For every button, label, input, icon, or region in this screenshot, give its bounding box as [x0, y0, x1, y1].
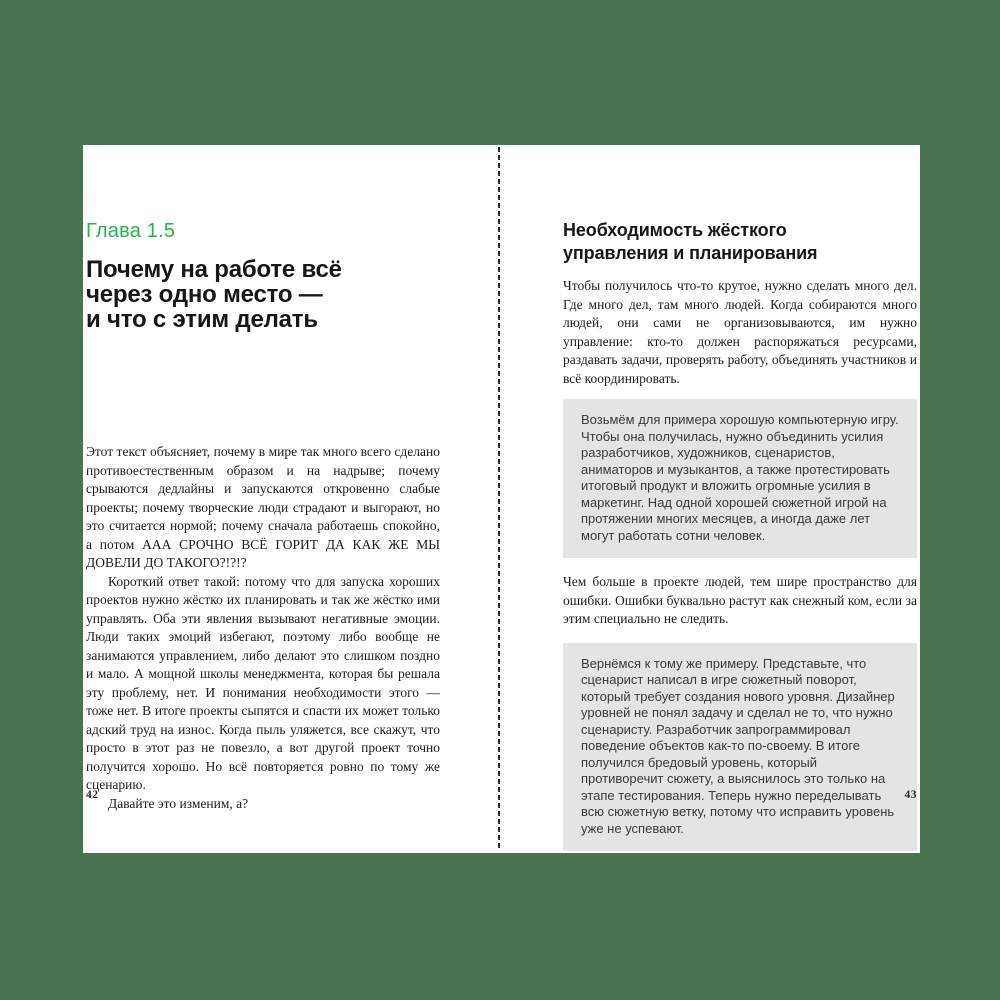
page-right — [563, 145, 917, 853]
left-body-text — [86, 443, 440, 813]
example-box-1 — [563, 399, 917, 558]
left-paragraph-3: Давайте это изменим, а? — [108, 795, 249, 811]
section-heading-line-1: Необходимость жёсткого — [563, 220, 787, 240]
chapter-title — [86, 257, 440, 332]
page-divider-dashed-line — [498, 147, 500, 851]
section-heading-line-2: управления и планирования — [563, 242, 818, 263]
chapter-title-line-2: через одно место — — [86, 281, 323, 308]
chapter-title-line-3: и что с этим делать — [86, 306, 318, 333]
example-box-2 — [563, 643, 917, 852]
page-number-left: 42 — [86, 789, 99, 801]
example-box-1-text: Возьмём для примера хорошую компьютерную игру. Чтобы она получилась, нужно объединить усилия разработчиков, художников, сценаристов, аниматоров и музыкантов, а также протестировать итоговый продукт и вложить огромные усилия в маркетинг. Над одной хорошей сюжетной игрой на протяжении многих месяцев, а иногда даже лет могут работать сотни человек. — [581, 412, 899, 543]
chapter-label: Глава 1.5 — [86, 220, 176, 242]
page-left — [86, 145, 440, 853]
left-paragraph-2: Короткий ответ такой: потому что для запуска хороших проектов нужно жёстко их планировать и так же жёстко ими управлять. Оба эти явления вызывают негативные эмоции. Люди таких эмоций избегают, поэтому либо вообще не занимаются управлением, либо делают это слишком поздно и мало. А мощной школы менеджмента, которая бы решала эту проблему, нет. И понимания необходимости этого — тоже нет. В итоге проекты сыпятся и спасти их может только адский труд на износ. Когда пыль уляжется, все скажут, что просто в этот раз не повезло, а вот другой проект точно получится хорошо. Но всё повторяется ровно по тому же сценарию. — [86, 573, 440, 792]
section-heading — [563, 219, 917, 264]
left-paragraph-1: Этот текст объясняет, почему в мире так много всего сделано противоестественным образом и на надрыве; почему срываются дедлайны и запускаются откровенно слабые проекты; почему творческие люди страдают и выгорают, но это считается нормой; почему сначала работаешь спокойно, а потом ААА СРОЧНО ВСЁ ГОРИТ ДА КАК ЖЕ МЫ ДОВЕЛИ ДО ТАКОГО?!?!? — [86, 444, 440, 570]
page-number-right: 43 — [904, 789, 917, 801]
example-box-2-text: Вернёмся к тому же примеру. Представьте, что сценарист написал в игре сюжетный поворот, который требует создания нового уровня. Дизайнер уровней не понял задачу и сделал не то, что нужно сценаристу. Разработчик запрограммировал поведение объектов как-то по-своему. В итоге получился бредовый уровень, который противоречит сюжету, а выяснилось это только на этапе тестирования. Теперь нужно переделывать всю сюжетную ветку, потому что исправить уровень уже не успевают. — [581, 655, 895, 836]
right-paragraph-1: Чтобы получилось что-то крутое, нужно сделать много дел. Где много дел, там много людей. Когда собираются много людей, они сами не организовываются, им нужно управление: кто-то должен распоряжаться ресурсами, раздавать задачи, проверять работу, объединять участников и всё координировать. — [563, 278, 917, 386]
right-paragraph-2: Чем больше в проекте людей, тем шире пространство для ошибки. Ошибки буквально растут как снежный ком, если за этим специально не следить. — [563, 574, 917, 626]
chapter-title-line-1: Почему на работе всё — [86, 256, 342, 283]
book-spread — [83, 145, 920, 853]
